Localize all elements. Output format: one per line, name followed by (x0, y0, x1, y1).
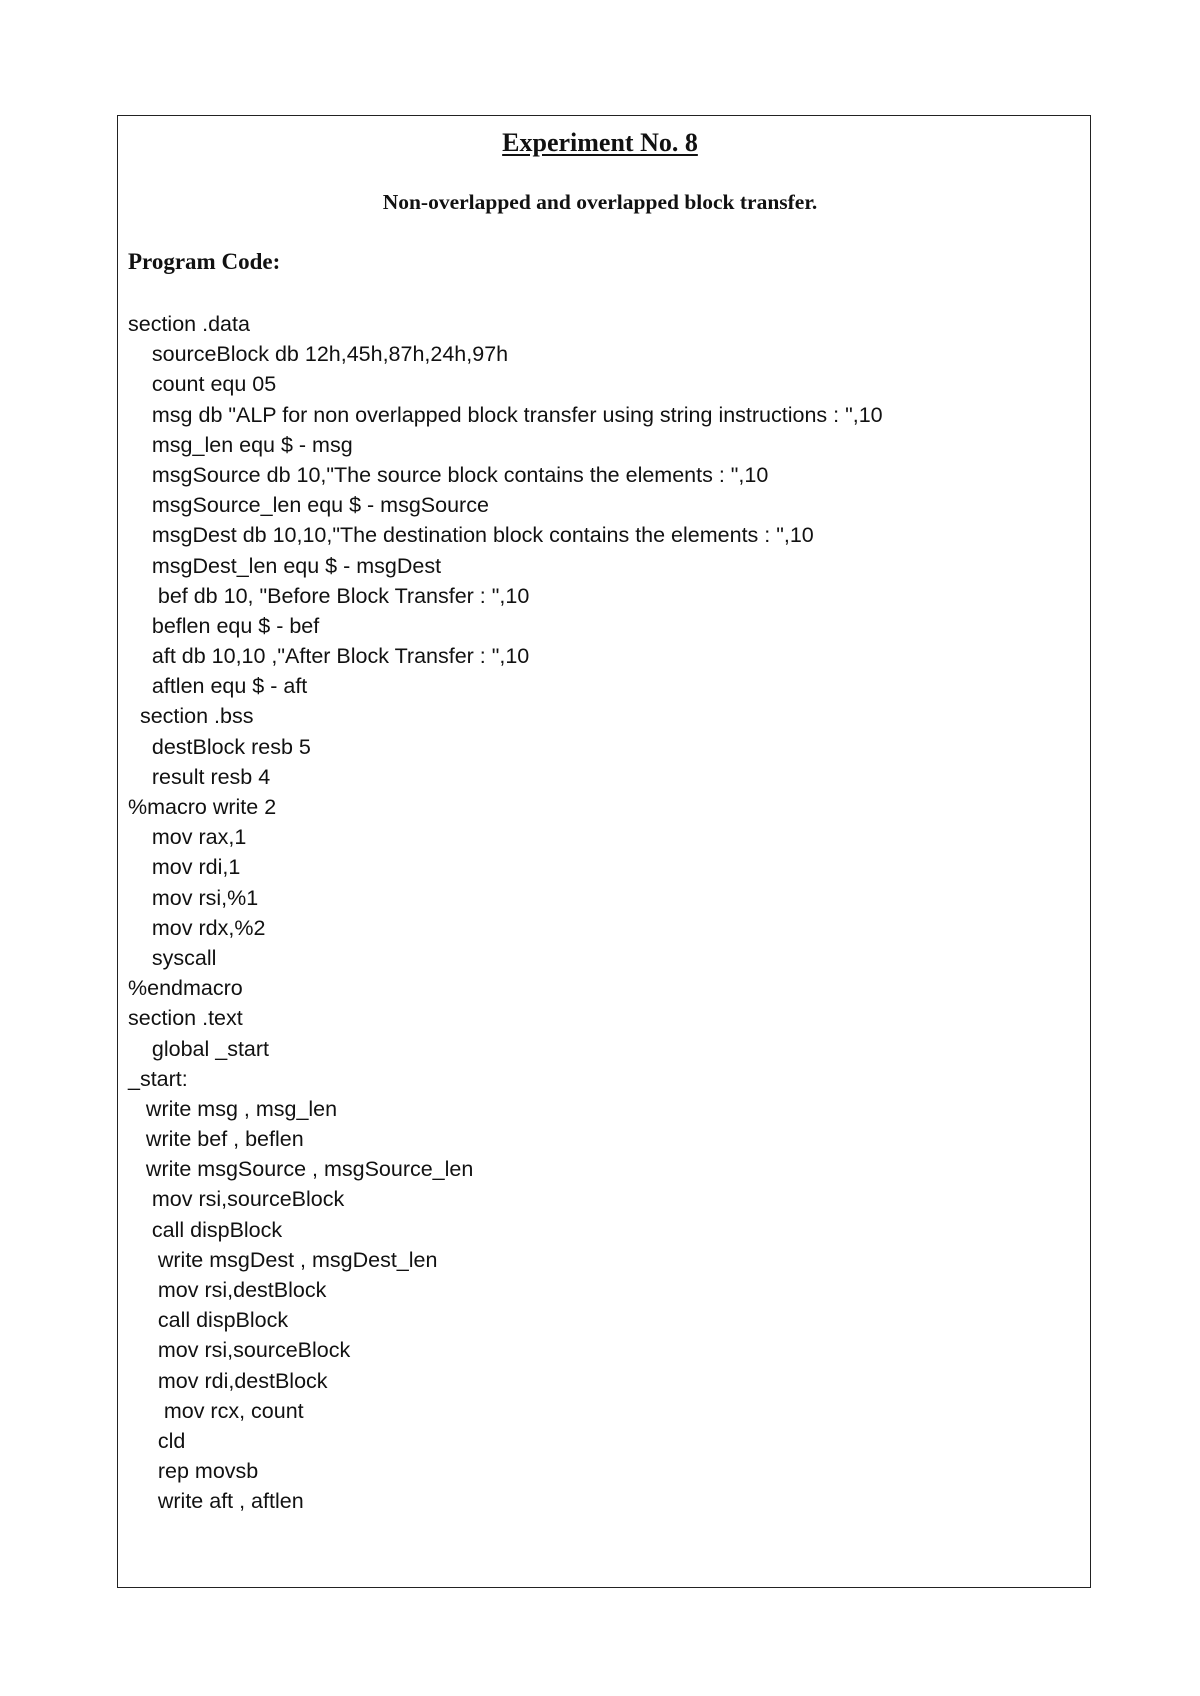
code-line: sourceBlock db 12h,45h,87h,24h,97h (128, 342, 509, 367)
code-line: msgDest db 10,10,"The destination block contains the elements : ",10 (128, 523, 814, 548)
code-line: mov rdi,1 (128, 855, 241, 880)
code-line: section .text (128, 1006, 243, 1031)
code-line: rep movsb (128, 1459, 259, 1484)
experiment-title: Experiment No. 8 (502, 128, 698, 157)
code-line: msgDest_len equ $ - msgDest (128, 553, 442, 578)
code-line: section .data (128, 312, 250, 336)
code-line: aft db 10,10 ,"After Block Transfer : ",10 (128, 644, 530, 669)
code-line: %macro write 2 (128, 795, 277, 819)
code-line: cld (128, 1428, 186, 1453)
code-line: beflen equ $ - bef (128, 613, 320, 638)
code-line: syscall (128, 945, 217, 970)
code-line: mov rsi,destBlock (128, 1278, 327, 1302)
code-line: mov rcx, count (128, 1398, 304, 1423)
code-line: write bef , beflen (128, 1127, 304, 1152)
code-line: call dispBlock (128, 1217, 283, 1242)
code-line: destBlock resb 5 (128, 734, 311, 759)
code-line: mov rsi,%1 (128, 885, 259, 910)
code-line: msg db "ALP for non overlapped block transfer using string instructions : ",10 (128, 402, 883, 427)
code-line: mov rdx,%2 (128, 915, 266, 940)
code-listing (128, 309, 1078, 1517)
code-line: write msg , msg_len (128, 1096, 338, 1121)
code-line: write aft , aftlen (128, 1489, 304, 1514)
experiment-subtitle: Non-overlapped and overlapped block transfer. (382, 190, 818, 214)
code-line: bef db 10, "Before Block Transfer : ",10 (128, 583, 530, 608)
code-line: global _start (128, 1036, 270, 1061)
code-line: write msgSource , msgSource_len (128, 1157, 474, 1182)
code-line: mov rax,1 (128, 825, 247, 850)
code-line: mov rsi,sourceBlock (128, 1338, 351, 1363)
code-line: _start: (128, 1066, 188, 1091)
code-line: msgSource db 10,"The source block contains the elements : ",10 (128, 462, 769, 487)
code-line: aftlen equ $ - aft (128, 674, 308, 699)
code-line: %endmacro (128, 976, 243, 1001)
code-line: mov rsi,sourceBlock (128, 1187, 345, 1212)
code-line: msg_len equ $ - msg (128, 432, 353, 457)
code-line: mov rdi,destBlock (128, 1368, 328, 1393)
code-line: write msgDest , msgDest_len (128, 1247, 438, 1272)
code-line: result resb 4 (128, 764, 271, 789)
code-line: call dispBlock (128, 1308, 289, 1333)
program-code-heading: Program Code: (128, 249, 281, 274)
code-line: section .bss (128, 704, 254, 729)
code-line: msgSource_len equ $ - msgSource (128, 493, 489, 518)
code-line: count equ 05 (128, 372, 277, 397)
